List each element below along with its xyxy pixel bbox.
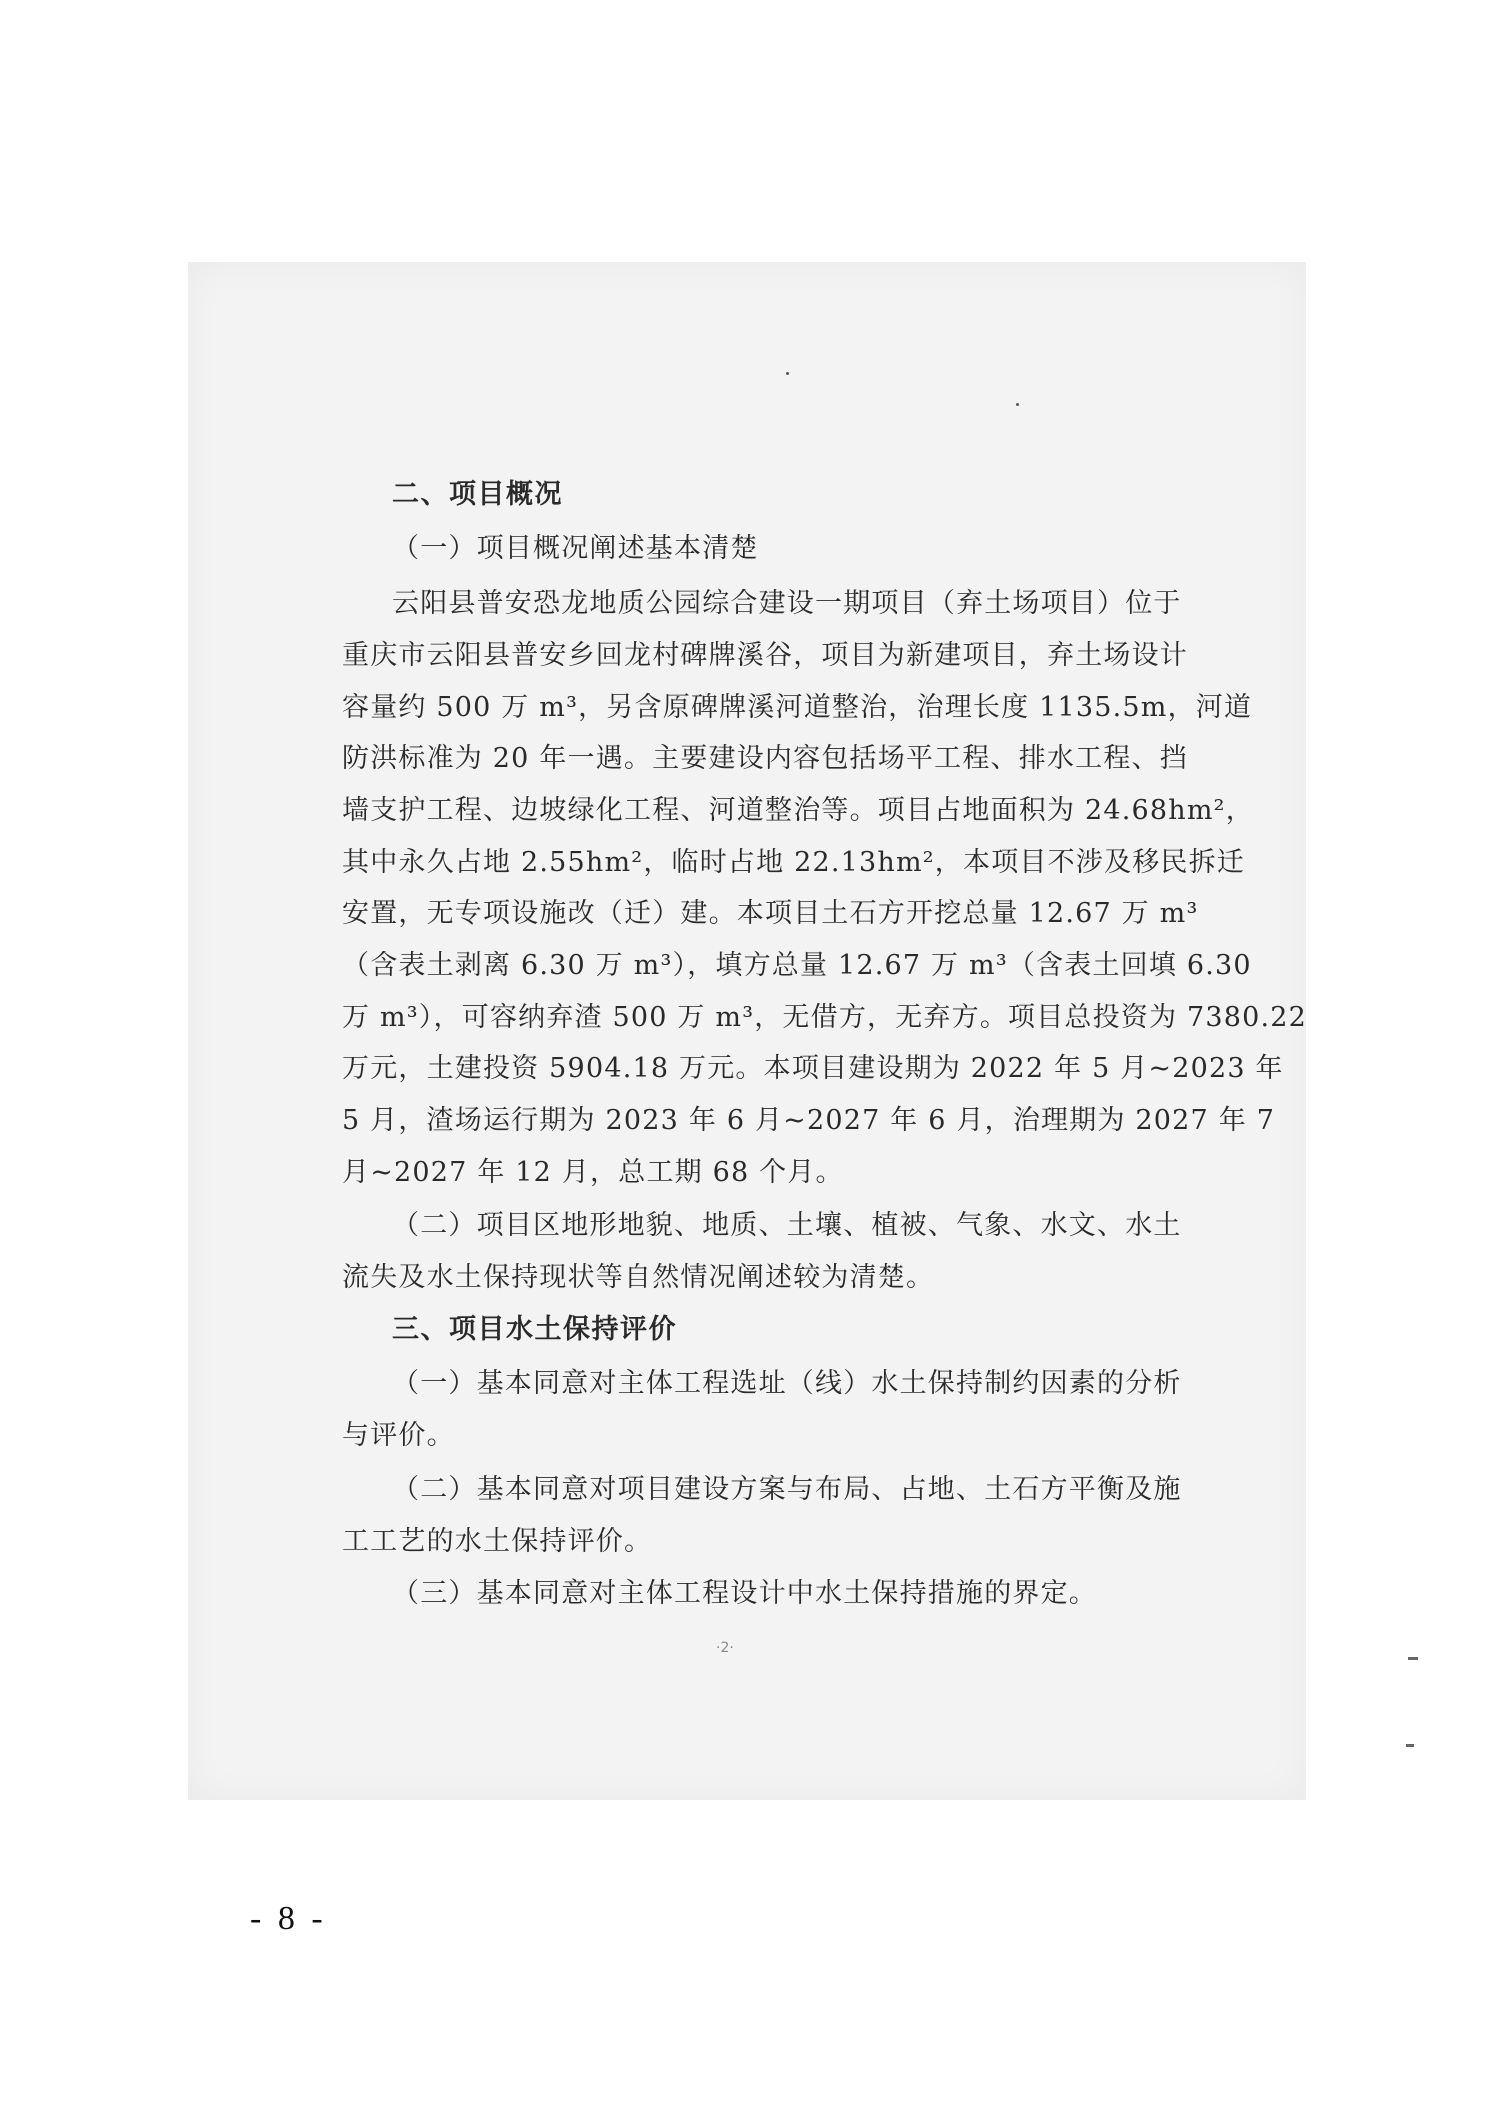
section-heading-project-overview: 二、项目概况 bbox=[392, 479, 563, 510]
subsection-line: （二）项目区地形地貌、地质、土壤、植被、气象、水文、水土 bbox=[392, 1210, 1182, 1241]
evaluation-item-line: （一）基本同意对主体工程选址（线）水土保持制约因素的分析 bbox=[392, 1368, 1182, 1399]
paragraph-line: 云阳县普安恐龙地质公园综合建设一期项目（弃土场项目）位于 bbox=[392, 588, 1182, 619]
paragraph-line: 重庆市云阳县普安乡回龙村碑牌溪谷，项目为新建项目，弃土场设计 bbox=[342, 640, 1188, 671]
paragraph-line: 防洪标准为 20 年一遇。主要建设内容包括场平工程、排水工程、挡 bbox=[342, 743, 1188, 774]
subsection-heading: （一）项目概况阐述基本清楚 bbox=[392, 533, 759, 564]
scan-edge-mark bbox=[1406, 1744, 1414, 1747]
paragraph-line: 5 月，渣场运行期为 2023 年 6 月~2027 年 6 月，治理期为 2027 年 7 bbox=[342, 1105, 1276, 1136]
paragraph-line: 万元，土建投资 5904.18 万元。本项目建设期为 2022 年 5 月~2023 年 bbox=[342, 1053, 1284, 1084]
scan-speck bbox=[1016, 403, 1019, 406]
evaluation-item-line: 工工艺的水土保持评价。 bbox=[342, 1526, 653, 1557]
paragraph-line: 墙支护工程、边坡绿化工程、河道整治等。项目占地面积为 24.68hm²， bbox=[342, 795, 1254, 826]
page-number: - 8 - bbox=[250, 1900, 327, 1937]
paragraph-line: 安置，无专项设施改（迁）建。本项目土石方开挖总量 12.67 万 m³ bbox=[342, 898, 1199, 929]
paragraph-line: （含表土剥离 6.30 万 m³），填方总量 12.67 万 m³（含表土回填 6.30 bbox=[342, 950, 1252, 981]
scan-speck bbox=[786, 372, 789, 375]
inner-page-number: ·2· bbox=[716, 1640, 734, 1656]
subsection-line: 流失及水土保持现状等自然情况阐述较为清楚。 bbox=[342, 1262, 935, 1293]
paragraph-line: 容量约 500 万 m³，另含原碑牌溪河道整治，治理长度 1135.5m，河道 bbox=[342, 692, 1253, 723]
paragraph-line: 月~2027 年 12 月，总工期 68 个月。 bbox=[342, 1157, 844, 1188]
section-heading-soil-water-evaluation: 三、项目水土保持评价 bbox=[392, 1314, 677, 1345]
evaluation-item-line: （三）基本同意对主体工程设计中水土保持措施的界定。 bbox=[392, 1578, 1097, 1609]
paragraph-line: 其中永久占地 2.55hm²，临时占地 22.13hm²，本项目不涉及移民拆迁 bbox=[342, 847, 1246, 878]
evaluation-item-line: （二）基本同意对项目建设方案与布局、占地、土石方平衡及施 bbox=[392, 1474, 1182, 1505]
evaluation-item-line: 与评价。 bbox=[342, 1420, 455, 1451]
paragraph-line: 万 m³），可容纳弃渣 500 万 m³，无借方，无弃方。项目总投资为 7380.22 bbox=[342, 1002, 1308, 1033]
scan-edge-mark bbox=[1408, 1657, 1418, 1660]
